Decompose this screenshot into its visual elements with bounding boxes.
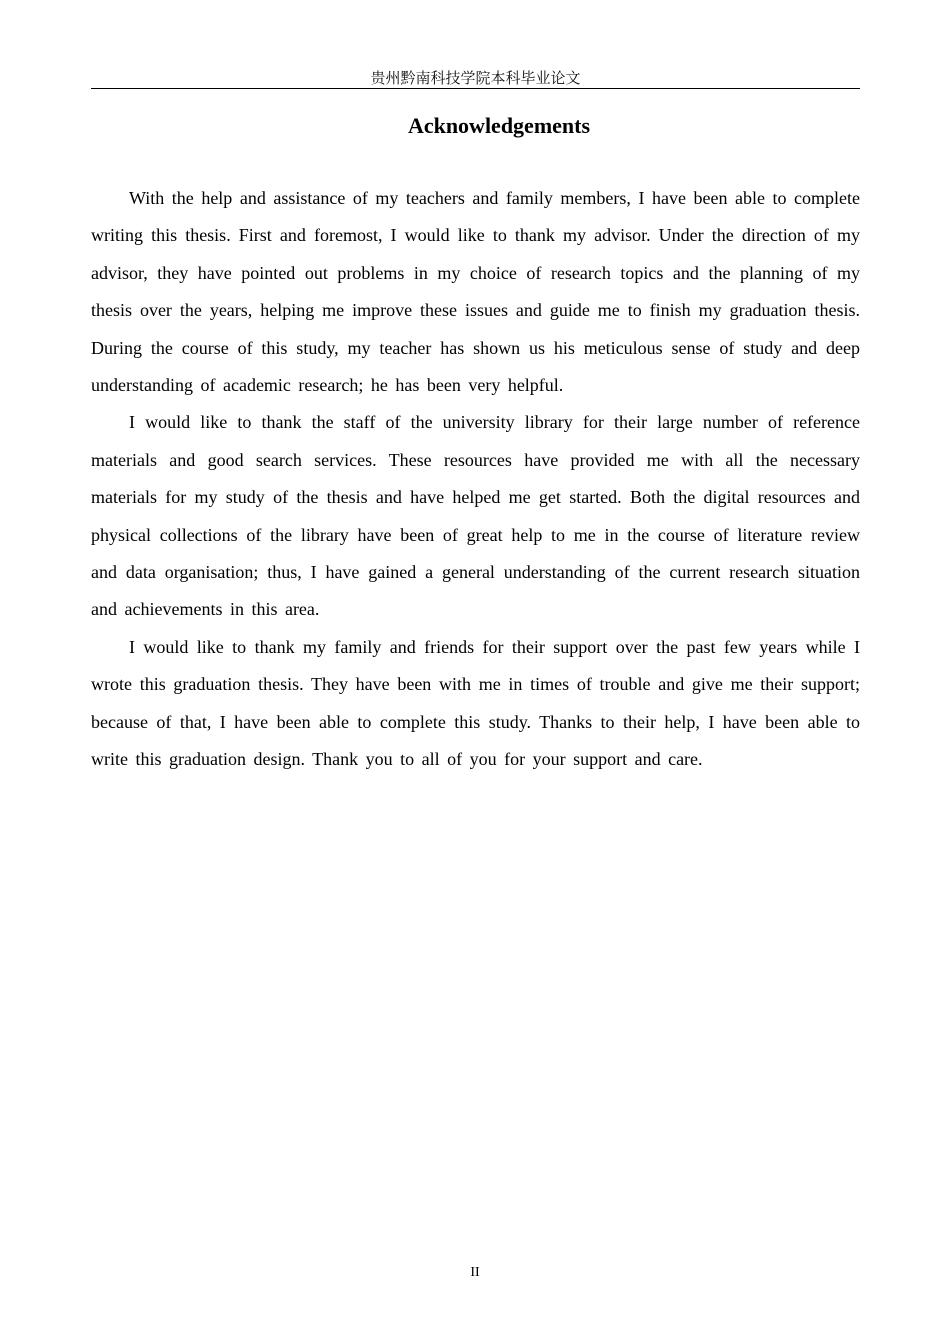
body-text <box>91 180 860 779</box>
paragraph-1: With the help and assistance of my teachers and family members, I have been able to complete writing this thesis. First and foremost, I would like to thank my advisor. Under the direction of my advisor, they have pointed out problems in my choice of research topics and the planning of my thesis over the years, helping me improve these issues and guide me to finish my graduation thesis. During the course of this study, my teacher has shown us his meticulous sense of study and deep understanding of academic research; he has been very helpful. <box>91 188 860 396</box>
paragraph-3: I would like to thank my family and friends for their support over the past few years while I wrote this graduation thesis. They have been with me in times of trouble and give me their support; because of that, I have been able to complete this study. Thanks to their help, I have been able to write this graduation design. Thank you to all of you for your support and care. <box>91 636 860 770</box>
paragraph-2: I would like to thank the staff of the university library for their large number of reference materials and good search services. These resources have provided me with all the necessary materials for my study of the thesis and have helped me get started. Both the digital resources and physical collections of the library have been of great help to me in the course of literature review and data organisation; thus, I have gained a general understanding of the current research situation and achievements in this area. <box>91 412 860 620</box>
page-title: Acknowledgements <box>407 113 591 138</box>
page-number: II <box>470 1265 480 1280</box>
page-header: 贵州黔南科技学院本科毕业论文 <box>370 69 581 87</box>
header-rule <box>91 88 860 89</box>
